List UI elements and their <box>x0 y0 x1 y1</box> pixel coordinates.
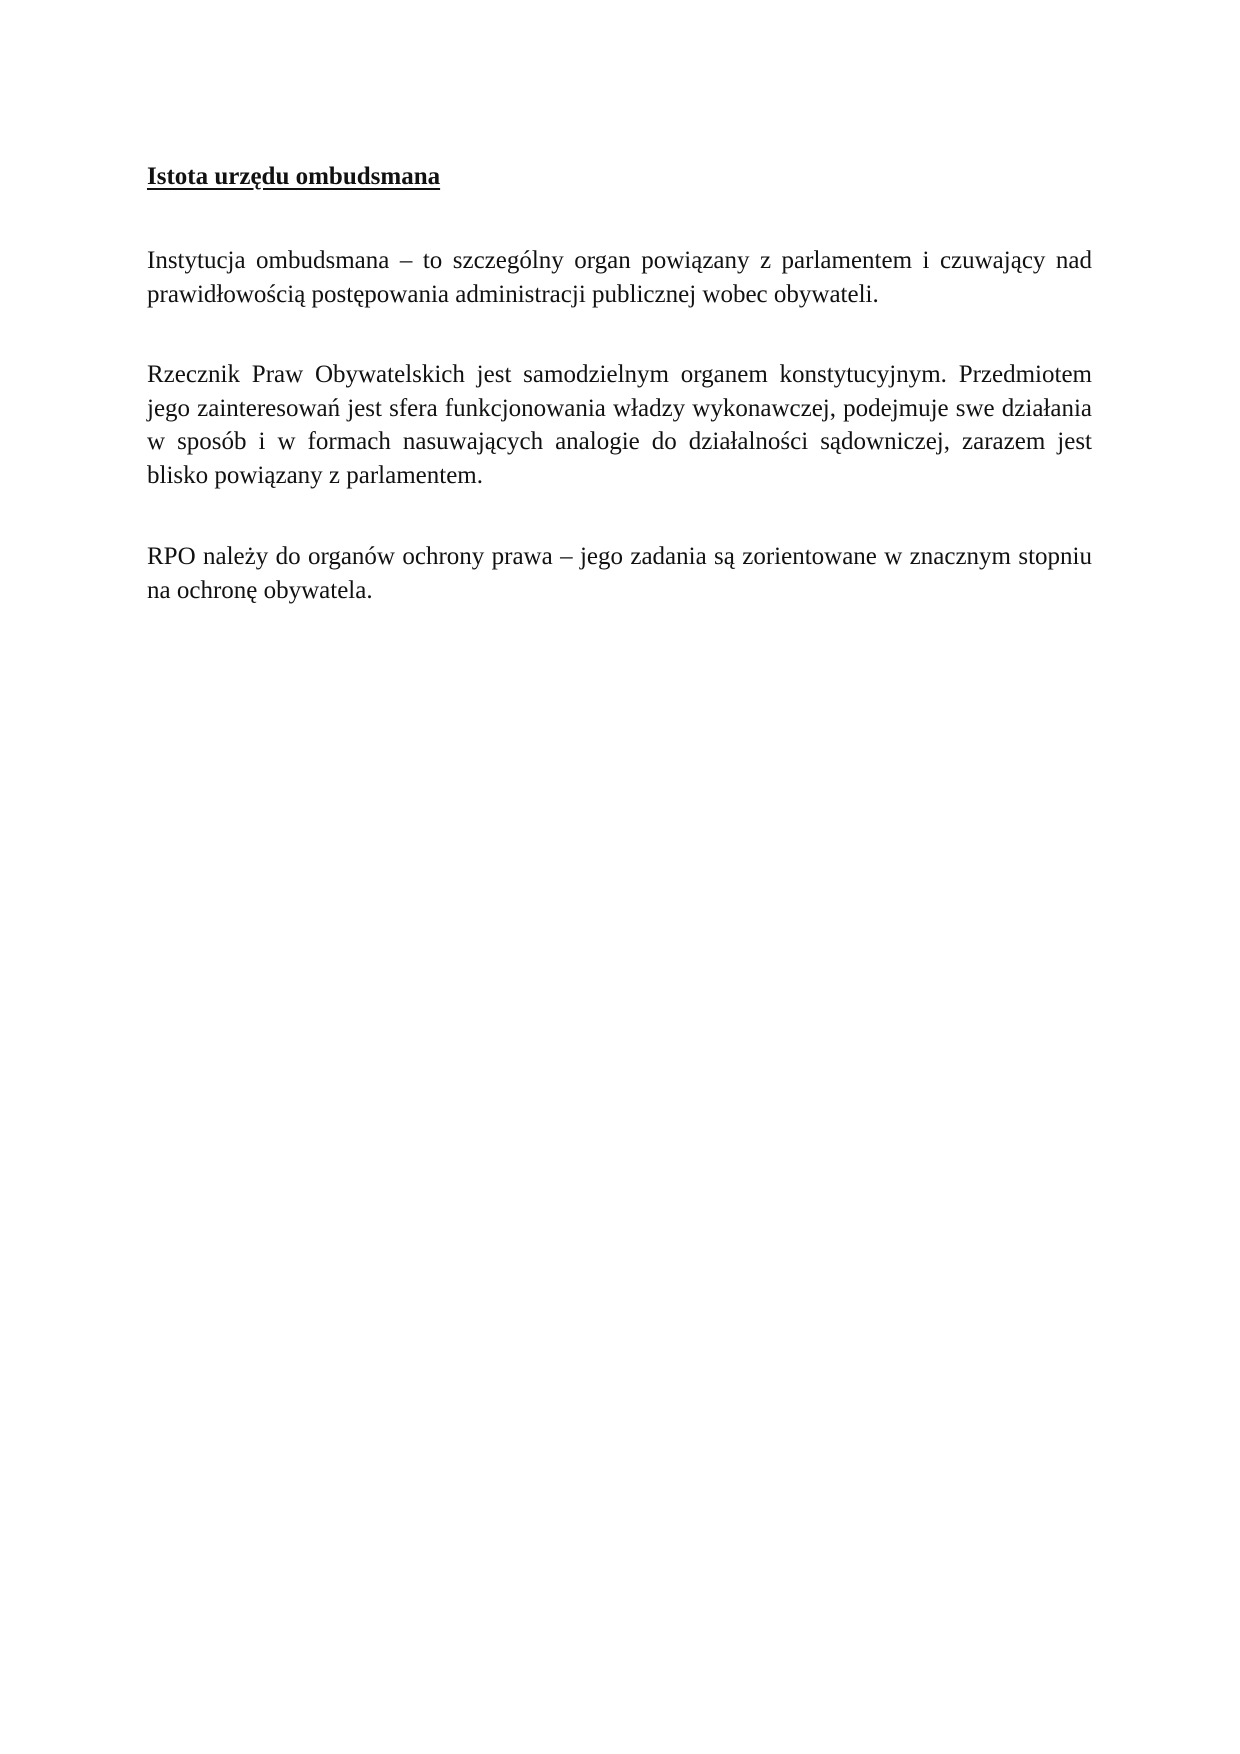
document-body <box>147 160 1092 607</box>
paragraph-ombudsman-definition: Instytucja ombudsmana – to szczególny organ powiązany z parlamentem i czuwający nad prawidłowością postępowania administracji publicznej wobec obywateli. <box>147 247 1092 308</box>
paragraph-rpo-constitutional-organ: Rzecznik Praw Obywatelskich jest samodzielnym organem konstytucyjnym. Przedmiotem jego zainteresowań jest sfera funkcjonowania władzy wykonawczej, podejmuje swe działania w sposób i w formach nasuwających analogie do działalności sądowniczej, zarazem jest blisko powiązany z parlamentem. <box>147 361 1092 489</box>
paragraph-rpo-law-protection: RPO należy do organów ochrony prawa – jego zadania są zorientowane w znacznym stopniu na ochronę obywatela. <box>147 543 1092 604</box>
document-title: Istota urzędu ombudsmana <box>147 163 441 190</box>
